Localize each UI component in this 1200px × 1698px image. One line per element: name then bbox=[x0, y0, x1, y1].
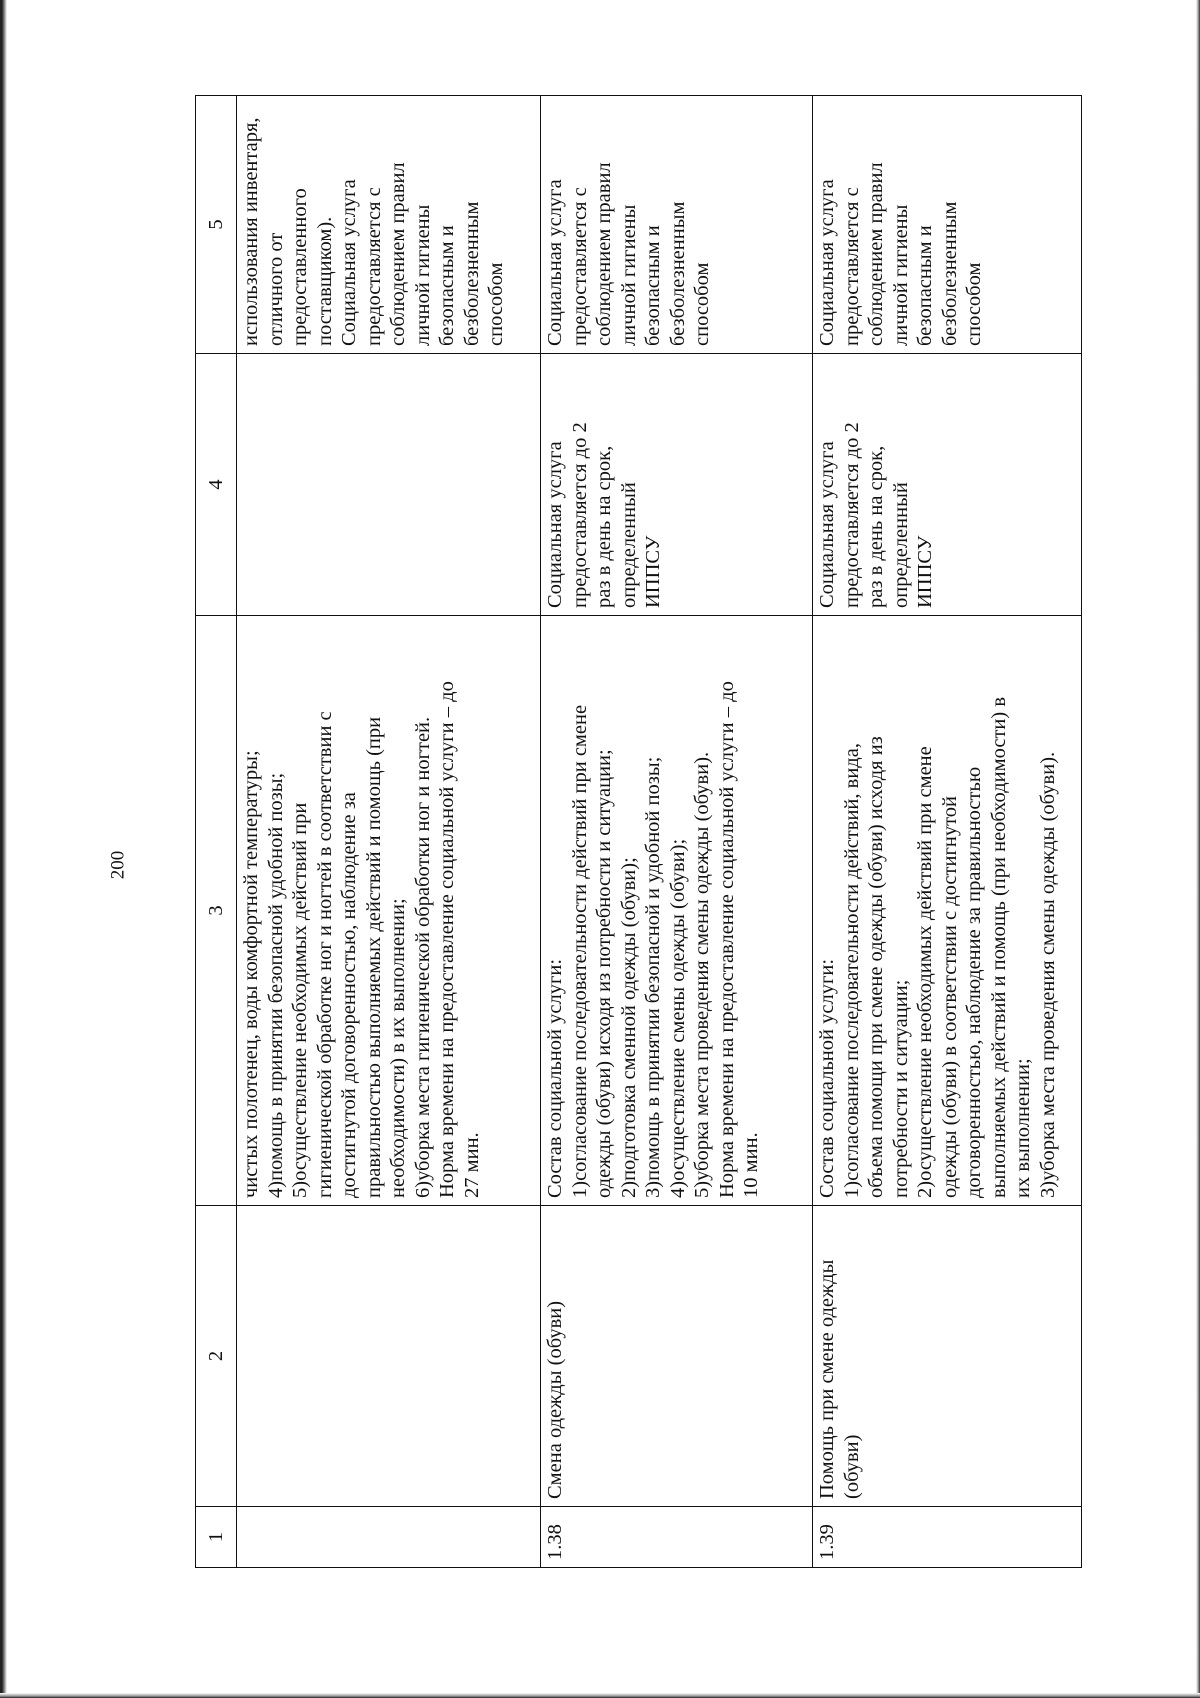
cell-text-line: соблюдением правил bbox=[387, 162, 409, 346]
service-composition-cell bbox=[237, 616, 541, 1206]
cell-text-line: 3)уборка места проведения смены одежды (обуви). bbox=[1036, 751, 1059, 1198]
cell-text-line: отличного от bbox=[264, 232, 287, 346]
cell-text-line: правильностью выполняемых действий и помощь (при bbox=[362, 716, 385, 1198]
service-composition-cell bbox=[813, 616, 1082, 1206]
page-number bbox=[108, 845, 128, 885]
cell-text-line: личной гигиены bbox=[889, 204, 912, 346]
cell-text-line: безопасным и bbox=[914, 225, 936, 346]
cell-text-line: 5)уборка места проведения смены одежды (обуви). bbox=[691, 751, 713, 1198]
cell-text-line: предоставляется с bbox=[840, 187, 863, 346]
cell-text-line: объема помощи при смене одежды (обуви) исходя из bbox=[865, 736, 887, 1198]
cell-text-line: раз в день на срок, bbox=[593, 445, 615, 608]
service-term-cell bbox=[813, 354, 1082, 616]
cell-text-line: 2)подготовка сменной одежды (обуви); bbox=[617, 857, 640, 1198]
cell-text-line: 2)осуществление необходимых действий при смене bbox=[914, 746, 936, 1198]
service-composition-cell bbox=[541, 616, 813, 1206]
table-row bbox=[237, 96, 541, 1568]
cell-text-line: личной гигиены bbox=[411, 204, 434, 346]
service-quality-cell bbox=[813, 96, 1082, 354]
service-number-cell: 1.39 bbox=[813, 1507, 1082, 1568]
column-header-4: 4 bbox=[196, 354, 237, 616]
cell-text-line: потребности и ситуации; bbox=[889, 979, 912, 1198]
cell-text-line: предоставляется до 2 bbox=[840, 422, 863, 608]
scan-edge-bottom bbox=[0, 1693, 1200, 1698]
column-header-2: 2 bbox=[196, 1206, 237, 1507]
cell-text-line: одежды (обуви) в соответствии с достигнутой bbox=[938, 795, 961, 1198]
cell-text-line: личной гигиены bbox=[617, 204, 640, 346]
service-quality-cell bbox=[237, 96, 541, 354]
cell-text-line: 27 мин. bbox=[460, 1132, 483, 1198]
cell-text-line: договоренностью, наблюдение за правильностью bbox=[963, 766, 985, 1198]
cell-text-line: Норма времени на предоставление социальной услуги – до bbox=[715, 681, 738, 1198]
cell-text-line: 4)помощь в принятии безопасной удобной позы; bbox=[264, 772, 287, 1198]
cell-text-line: поставщиком). bbox=[313, 216, 336, 346]
cell-text-line: Социальная услуга bbox=[544, 441, 566, 608]
cell-text-line: Состав социальной услуги: bbox=[544, 958, 566, 1198]
cell-text-line: Смена одежды (обуви) bbox=[544, 1300, 566, 1499]
cell-text-line: ИППСУ bbox=[642, 535, 664, 608]
cell-text-line: Социальная услуга bbox=[338, 179, 360, 346]
table-header-row bbox=[196, 96, 237, 1568]
cell-text-line: 4)осуществление смены одежды (обуви); bbox=[666, 838, 689, 1198]
scan-edge-left bbox=[0, 0, 7, 1698]
service-quality-cell bbox=[541, 96, 813, 354]
cell-text-line: определенный bbox=[889, 482, 912, 608]
service-name-cell bbox=[541, 1206, 813, 1507]
table-row bbox=[541, 96, 813, 1568]
cell-text-line: Состав социальной услуги: bbox=[816, 958, 838, 1198]
cell-text-line: достигнутой договоренностью, наблюдение за bbox=[338, 792, 360, 1198]
service-term-cell bbox=[237, 354, 541, 616]
cell-text-line: предоставляется с bbox=[362, 187, 385, 346]
cell-text-line: безопасным и bbox=[436, 225, 458, 346]
cell-text-line: ИППСУ bbox=[914, 535, 936, 608]
cell-text-line: предоставленного bbox=[289, 188, 311, 346]
service-number-cell bbox=[237, 1507, 541, 1568]
service-term-cell bbox=[541, 354, 813, 616]
page-number-text: 200 bbox=[107, 850, 128, 880]
cell-text-line: способом bbox=[963, 262, 985, 346]
cell-text-line: Социальная услуга bbox=[816, 441, 838, 608]
cell-text-line: одежды (обуви) исходя из потребности и ситуации; bbox=[593, 749, 615, 1198]
service-name-cell bbox=[237, 1206, 541, 1507]
service-name-cell bbox=[813, 1206, 1082, 1507]
cell-text-line: безопасным и bbox=[642, 225, 664, 346]
cell-text-line: Норма времени на предоставление социальной услуги – до bbox=[436, 681, 458, 1198]
cell-text-line: предоставляется с bbox=[568, 187, 591, 346]
cell-text-line: 5)осуществление необходимых действий при bbox=[289, 802, 311, 1198]
cell-text-line: 3)помощь в принятии безопасной и удобной позы; bbox=[642, 756, 664, 1198]
cell-text-line: предоставляется до 2 bbox=[568, 422, 591, 608]
cell-text-line: 10 мин. bbox=[740, 1132, 762, 1198]
table-row bbox=[813, 96, 1082, 1568]
cell-text-line: безболезненным bbox=[938, 201, 961, 346]
column-header-1: 1 bbox=[196, 1507, 237, 1568]
services-table-wrapper bbox=[195, 96, 1200, 1568]
cell-text-line: выполняемых действий и помощь (при необходимости) в bbox=[987, 697, 1010, 1198]
cell-text-line: раз в день на срок, bbox=[865, 445, 887, 608]
service-number-cell: 1.38 bbox=[541, 1507, 813, 1568]
cell-text-line: необходимости) в их выполнении; bbox=[387, 898, 409, 1198]
cell-text-line: способом bbox=[485, 262, 507, 346]
cell-text-line: соблюдением правил bbox=[865, 162, 887, 346]
cell-text-line: гигиенической обработке ног и ногтей в соответствии с bbox=[313, 711, 336, 1198]
cell-text-line: определенный bbox=[617, 482, 640, 608]
cell-text-line: (обуви) bbox=[840, 1434, 863, 1499]
cell-text-line: использования инвентаря, bbox=[240, 117, 262, 346]
column-header-3: 3 bbox=[196, 616, 237, 1206]
cell-text-line: их выполнении; bbox=[1012, 1058, 1034, 1198]
cell-text-line: способом bbox=[691, 262, 713, 346]
cell-text-line: Социальная услуга bbox=[816, 179, 838, 346]
cell-text-line: 6)уборка места гигиенической обработки ног и ногтей. bbox=[411, 716, 434, 1198]
cell-text-line: соблюдением правил bbox=[593, 162, 615, 346]
cell-text-line: Социальная услуга bbox=[544, 179, 566, 346]
cell-text-line: 1)согласование последовательности действий, вида, bbox=[840, 743, 863, 1198]
cell-text-line: безболезненным bbox=[666, 201, 689, 346]
cell-text-line: безболезненным bbox=[460, 201, 483, 346]
cell-text-line: чистых полотенец, воды комфортной температуры; bbox=[240, 750, 262, 1198]
cell-text-line: Помощь при смене одежды bbox=[816, 1259, 838, 1499]
services-table bbox=[195, 95, 1082, 1568]
cell-text-line: 1)согласование последовательности действий при смене bbox=[568, 704, 591, 1198]
column-header-5: 5 bbox=[196, 96, 237, 354]
